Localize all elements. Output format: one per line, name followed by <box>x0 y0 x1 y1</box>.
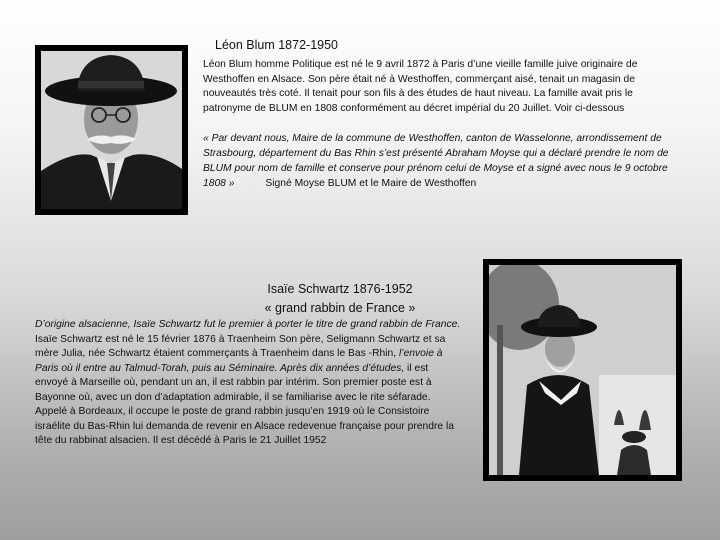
leon-blum-biography: Léon Blum homme Politique est né le 9 avril 1872 à Paris d’une vieille famille juive originaire de Westhoffen en Alsace. Son père était né à Westhoffen, commerçant aisé, tenait un magasin de nouveautés très coté. Il tenait pour son fils à des études de haut niveau. La famille avait pris le patronyme de BLUM en 1808 conformément au décret impérial du 20 Juillet. Voir ci-dessous <box>203 59 638 114</box>
bio-part-2: l’envoie à Paris où il entre au Talmud-Torah, puis au Séminaire. Après dix années d’études, <box>35 348 443 374</box>
bio-intro: D’origine alsacienne, Isaïe Schwartz fut le premier à porter le titre de grand rabbin de France. <box>35 319 461 330</box>
schwartz-name-dates: Isaïe Schwartz 1876-1952 <box>267 282 413 296</box>
bio-part-3: il est envoyé à Marseille où, pendant un an, il est rabbin par intérim. Son premier poste est à Bayonne où, avec un don d’adaptation admirable, il se familiarise avec le rite séfarade. Appelé à Bordeaux, il occupe le poste de grand rabbin jusqu’en 1919 où le Consistoire israélite du Bas-Rhin lui demanda de revenir en Alsace redevenue française pour prendre la tête du rabbinat alsacien. Il est décédé à Paris le 21 Juillet 1952 <box>35 362 454 446</box>
birth-record-quote <box>203 131 681 191</box>
isaie-schwartz-photo <box>483 259 682 481</box>
bio-part-1: est né le 15 février 1876 à Traenheim Son père, Seligmann Schwartz et sa mère Julia, née Schwartz étaient commerçants à Traenheim dans le Bas -Rhin, <box>35 333 446 359</box>
bio-name: Isaïe Schwartz <box>35 333 103 345</box>
isaie-schwartz-biography <box>35 318 463 449</box>
leon-blum-photo <box>35 45 188 215</box>
leon-blum-title: Léon Blum 1872-1950 <box>215 38 339 52</box>
isaie-schwartz-title <box>210 280 470 318</box>
schwartz-role: « grand rabbin de France » <box>264 301 416 315</box>
quote-text: « Par devant nous, Maire de la commune de Westhoffen, canton de Wasselonne, arrondissement de Strasbourg, département du Bas Rhin s’est présenté Abraham Moyse qui a déclaré prendre le nom de BLUM pour nom de famille et conserve pour prénom celui de Moyse et a signé avec nous le 9 octobre 1808 » <box>203 133 669 189</box>
quote-signature: Signé Moyse BLUM et le Maire de Westhoffen <box>265 178 477 189</box>
